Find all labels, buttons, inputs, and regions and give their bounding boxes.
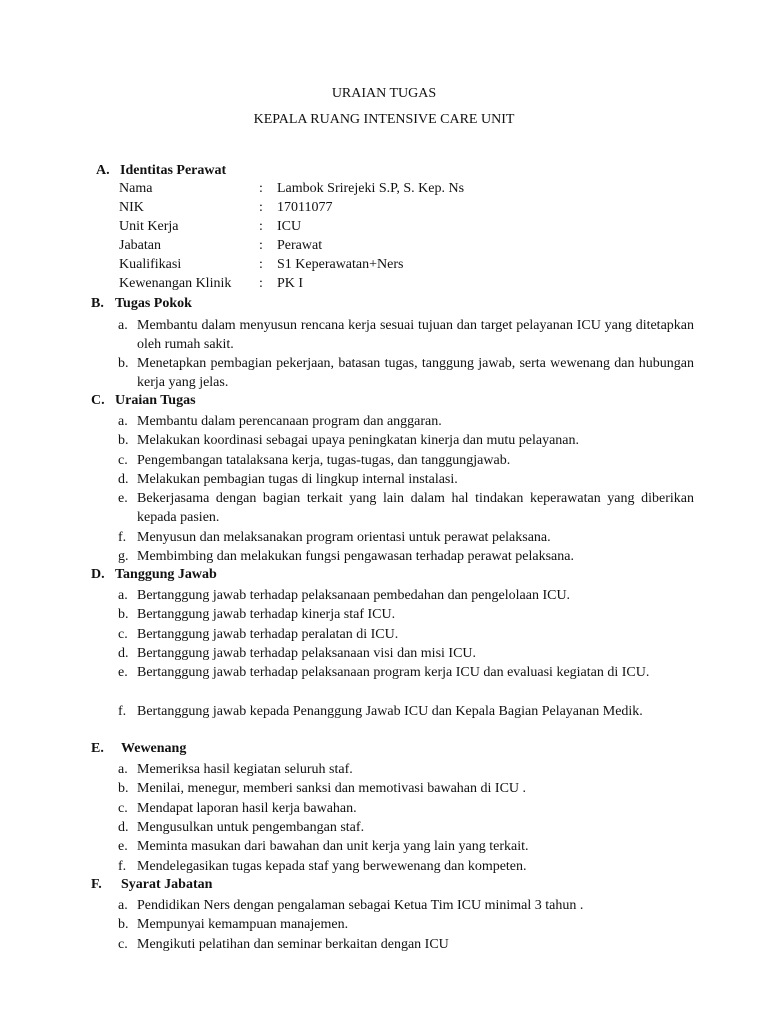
list-item: b. Menetapkan pembagian pekerjaan, batasan tugas, tanggung jawab, serta wewenang dan hubungan kerja yang jelas. xyxy=(118,356,694,391)
list-item: e. Bekerjasama dengan bagian terkait yang lain dalam hal tindakan keperawatan yang diberikan kepada pasien. xyxy=(118,491,694,526)
list-item: d. Melakukan pembagian tugas di lingkup internal instalasi. xyxy=(118,472,458,487)
list-item: b. Menilai, menegur, memberi sanksi dan memotivasi bawahan di ICU . xyxy=(118,781,527,796)
list-item: c. Pengembangan tatalaksana kerja, tugas-tugas, dan tanggungjawab. xyxy=(118,453,511,468)
list-item: a. Membantu dalam menyusun rencana kerja sesuai tujuan dan target pelayanan ICU yang ditetapkan oleh rumah sakit. xyxy=(118,318,694,353)
list-item: a. Bertanggung jawab terhadap pelaksanaan pembedahan dan pengelolaan ICU. xyxy=(118,588,571,603)
section-f-heading: F. Syarat Jabatan xyxy=(91,877,213,892)
section-b-heading: B. Tugas Pokok xyxy=(91,296,192,311)
document-page: URAIAN TUGAS KEPALA RUANG INTENSIVE CARE UNIT A. Identitas Perawat Nama : Lambok Srirejeki S.P, S. Kep. Ns NIK : 17011077 Unit Kerja : ICU Jabatan : Perawat Kualifikasi : S1 Keperawatan+Ners Kewenangan Klinik : PK I B. Tugas Pokok a. Membantu dalam menyusun rencana kerja sesuai tujuan dan target pelayanan ICU yang ditetapkan oleh rumah sakit. b. Menetapkan pembagian pekerjaan, batasan tugas, tanggung jawab, serta wewenang dan hubungan kerja yang jelas. C. Uraian Tugas a. Membantu dalam perencanaan program dan anggaran. b. Melakukan koordinasi sebagai upaya peningkatan kinerja dan mutu pelayanan. c. Pengembangan tatalaksana kerja, tugas-tugas, dan tanggungjawab. d. Melakukan pembagian tugas di lingkup internal instalasi. e. Bekerjasama dengan bagian terkait yang lain dalam hal tindakan keperawatan yang diberikan kepada pasien. f. Menyusun dan melaksanakan program orientasi untuk perawat pelaksana. g. Membimbing dan melakukan fungsi pengawasan terhadap perawat pelaksana. D. Tanggung Jawab a. Bertanggung jawab terhadap pelaksanaan pembedahan dan pengelolaan ICU. b. Bertanggung jawab terhadap kinerja staf ICU. c. Bertanggung jawab terhadap peralatan di ICU. d. Bertanggung jawab terhadap pelaksanaan visi dan misi ICU. e. Bertanggung jawab terhadap pelaksanaan program kerja ICU dan evaluasi kegiatan di ICU. f. Bertanggung jawab kepada Penanggung Jawab ICU dan Kepala Bagian Pelayanan Medik. E. Wewenang a. Memeriksa hasil kegiatan seluruh staf. b. Menilai, menegur, memberi sanksi dan memotivasi bawahan di ICU . c. Mendapat laporan hasil kerja bawahan. d. Mengusulkan untuk pengembangan staf. e. Meminta masukan dari bawahan dan unit kerja yang lain yang terkait. f. Mendelegasikan tugas kepada staf yang berwewenang dan kompeten. F. Syarat Jabatan a. Pendidikan Ners dengan pengalaman sebagai Ketua Tim ICU minimal 3 tahun . b. Mempunyai kemampuan manajemen. c. Mengikuti pelatihan dan seminar berkaitan dengan ICU xyxy=(0,0,768,1024)
list-item: b. Mempunyai kemampuan manajemen. xyxy=(118,917,349,932)
list-item: a. Pendidikan Ners dengan pengalaman sebagai Ketua Tim ICU minimal 3 tahun . xyxy=(118,898,584,913)
list-item: f. Bertanggung jawab kepada Penanggung Jawab ICU dan Kepala Bagian Pelayanan Medik. xyxy=(118,704,643,719)
list-item: d. Mengusulkan untuk pengembangan staf. xyxy=(118,820,365,835)
list-item: e. Meminta masukan dari bawahan dan unit kerja yang lain yang terkait. xyxy=(118,839,529,854)
section-d-heading: D. Tanggung Jawab xyxy=(91,567,217,582)
document-title: URAIAN TUGAS xyxy=(331,86,437,101)
section-c-heading: C. Uraian Tugas xyxy=(91,393,196,408)
list-item: c. Mengikuti pelatihan dan seminar berkaitan dengan ICU xyxy=(118,937,449,952)
list-item: g. Membimbing dan melakukan fungsi pengawasan terhadap perawat pelaksana. xyxy=(118,549,574,564)
list-item: b. Bertanggung jawab terhadap kinerja staf ICU. xyxy=(118,607,396,622)
section-a-heading: A. Identitas Perawat xyxy=(96,163,227,178)
list-item: f. Mendelegasikan tugas kepada staf yang berwewenang dan kompeten. xyxy=(118,859,527,874)
list-item: d. Bertanggung jawab terhadap pelaksanaan visi dan misi ICU. xyxy=(118,646,477,661)
list-item: a. Memeriksa hasil kegiatan seluruh staf. xyxy=(118,762,353,777)
list-item: f. Menyusun dan melaksanakan program orientasi untuk perawat pelaksana. xyxy=(118,530,551,545)
document-subtitle: KEPALA RUANG INTENSIVE CARE UNIT xyxy=(253,112,515,127)
list-item: e. Bertanggung jawab terhadap pelaksanaan program kerja ICU dan evaluasi kegiatan di ICU. xyxy=(118,665,650,680)
list-item: a. Membantu dalam perencanaan program dan anggaran. xyxy=(118,414,442,429)
section-e-heading: E. Wewenang xyxy=(91,741,187,756)
list-item: b. Melakukan koordinasi sebagai upaya peningkatan kinerja dan mutu pelayanan. xyxy=(118,433,580,448)
list-item: c. Bertanggung jawab terhadap peralatan di ICU. xyxy=(118,627,399,642)
list-item: c. Mendapat laporan hasil kerja bawahan. xyxy=(118,801,357,816)
